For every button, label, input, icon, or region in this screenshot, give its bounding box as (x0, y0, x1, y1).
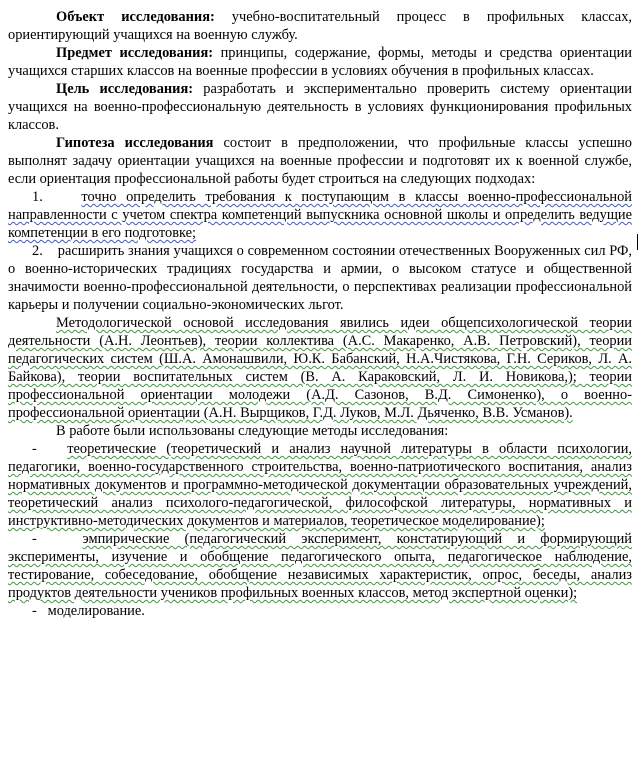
methodology-paragraph[interactable] (8, 314, 632, 422)
list-item[interactable] (8, 602, 632, 620)
hypothesis-paragraph[interactable] (8, 134, 632, 188)
list-item-text: эмпирические (педагогический эксперимент, констатирующий и формирующий эксперименты, изучение и обобщение педагогического опыта, педагогическое наблюдение, тестирование, собеседование, обобщение независимых характеристик, опрос, беседы, анализ продуктов деятельности учеников профильных военных классов, метод экспертной оценки); (8, 531, 632, 601)
goal-label: Цель исследования: (56, 81, 194, 97)
list-item-dash: - (32, 603, 37, 619)
list-item-dash: - (32, 531, 37, 547)
list-item-text: расширить знания учащихся о современном состоянии отечественных Вооруженных сил РФ, о военно-исторических традициях государства и армии, о высоком статусе и общественной значимости военно-профессиональной деятельности, о перспективах реализации профессиональной карьеры и получении социально-экономических льгот. (8, 243, 633, 313)
list-item-text: точно определить требования к поступающим в классы военно-профессиональной направленности с учетом спектра компетенций выпускника основной школы и определить ведущие компетенции в его подготовке; (8, 189, 633, 241)
object-paragraph[interactable] (8, 8, 632, 44)
object-text: учебно-воспитательный процесс в профильных классах, ориентирующий учащихся на военную службу. (8, 9, 632, 43)
subject-paragraph[interactable] (8, 44, 632, 80)
methods-list (8, 440, 632, 620)
goal-text: разработать и экспериментально проверить систему ориентации учащихся на военно-профессиональную деятельность в условиях функционирования профильных классов. (8, 81, 632, 133)
list-item-number: 2. (32, 243, 43, 259)
approaches-list (8, 188, 632, 314)
methods-intro-text: В работе были использованы следующие методы исследования: (56, 423, 449, 439)
list-item[interactable] (8, 188, 632, 242)
list-item-text: теоретические (теоретический и анализ научной литературы в области психологии, педагогики, военно-государственного строительства, военно-патриотического воспитания, анализ нормативных документов и программно-методической документации образовательных учреждений, теоретический анализ психолого-педагогической, философской литературы, нормативных и инструктивно-методических документов и материалов, теоретическое моделирование); (8, 441, 633, 529)
list-item[interactable] (8, 530, 632, 602)
object-label: Объект исследования: (56, 9, 215, 25)
goal-paragraph[interactable] (8, 80, 632, 134)
list-item-number: 1. (32, 189, 43, 205)
list-item[interactable] (8, 242, 632, 314)
text-cursor (637, 234, 638, 250)
methods-intro-paragraph[interactable] (8, 422, 632, 440)
methodology-text: Методологической основой исследования явились идеи общепсихологической теории деятельности (А.Н. Леонтьев), теории коллектива (А.С. Макаренко, А.В. Петровский), теории педагогических систем (Ш.А. Амонашвили, Ю.К. Бабанский, Н.А.Чистякова, Г.Н. Сериков, Л. А. Байкова), теории воспитательных систем (В. А. Караковский, Л. И. Новикова,); теории профессиональной ориентации молодежи (А.Д. Сазонов, В.Д. Симоненко), о военно-профессиональной ориентации (А.Н. Вырщиков, Г.Д. Луков, М.Л. Дьяченко, В.В. Усманов). (8, 315, 632, 421)
list-item-dash: - (32, 441, 37, 457)
list-item-text: моделирование. (47, 603, 145, 619)
hypothesis-text: состоит в предположении, что профильные классы успешно выполнят задачу ориентации учащихся на военные профессии и подготовят их к военной службе, если ориентация профессиональной работы будет строиться на следующих подходах: (8, 135, 632, 187)
hypothesis-label: Гипотеза исследования (56, 135, 214, 151)
subject-label: Предмет исследования: (56, 45, 214, 61)
list-item[interactable] (8, 440, 632, 530)
subject-text: принципы, содержание, формы, методы и средства ориентации учащихся старших классов на военные профессии в условиях обучения в профильных классах. (8, 45, 632, 79)
